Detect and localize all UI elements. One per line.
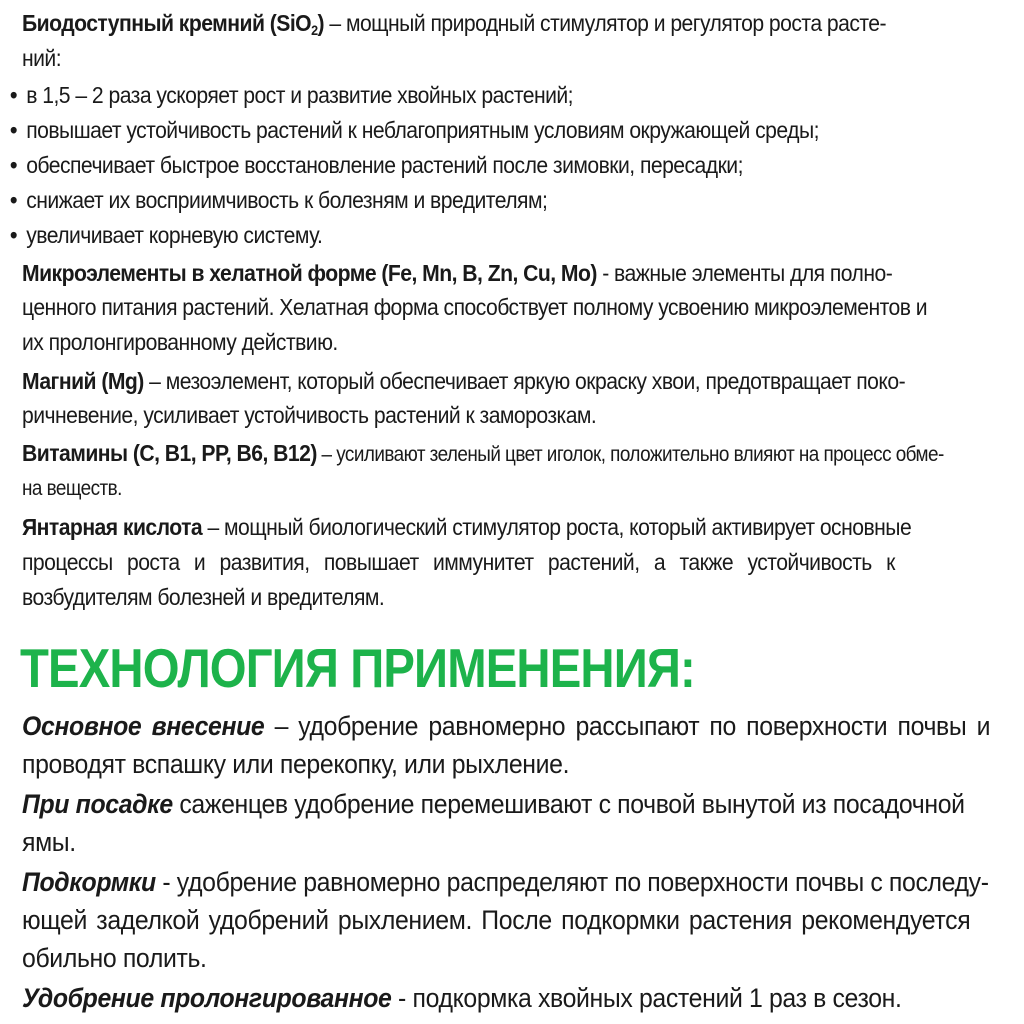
usage-planting-term: При посадке bbox=[22, 789, 173, 819]
vitamins-term: Витамины (C, B1, PP, B6, B12) bbox=[22, 440, 317, 466]
bullet-icon: • bbox=[10, 117, 17, 143]
vitamins-line-2: на веществ. bbox=[22, 477, 122, 500]
usage-feeding-line-2: ющей заделкой удобрений рыхлением. После подкормки растения рекомендуется bbox=[22, 905, 971, 935]
usage-planting-line-1: При посадке саженцев удобрение перемешивают с почвой вынутой из посадочной bbox=[22, 789, 965, 819]
usage-feeding-line-1: Подкормки - удобрение равномерно распределяют по поверхности почвы с последу- bbox=[22, 867, 989, 897]
usage-basic-line-1: Основное внесение – удобрение равномерно рассыпают по поверхности почвы и bbox=[22, 711, 991, 741]
bullet-icon: • bbox=[10, 222, 17, 248]
micro-term: Микроэлементы в хелатной форме (Fe, Mn, B, Zn, Cu, Mo) bbox=[22, 260, 597, 286]
list-item: • снижает их восприимчивость к болезням и вредителям; bbox=[10, 183, 901, 217]
succinic-line-3: возбудителям болезней и вредителям. bbox=[22, 584, 385, 610]
bullet-icon: • bbox=[10, 82, 17, 108]
usage-feeding-line-3: обильно полить. bbox=[22, 943, 207, 973]
silicon-term: Биодоступный кремний (SiO$_2$) bbox=[22, 10, 325, 38]
magnesium-term: Магний (Mg) bbox=[22, 368, 144, 394]
usage-prolonged-line-1: Удобрение пролонгированное - подкормка хвойных растений 1 раз в сезон. bbox=[22, 983, 902, 1013]
list-item: • обеспечивает быстрое восстановление растений после зимовки, пересадки; bbox=[10, 148, 901, 182]
bullet-icon: • bbox=[10, 152, 17, 178]
list-item: • повышает устойчивость растений к неблагоприятным условиям окружающей среды; bbox=[10, 113, 901, 147]
vitamins-line-1: Витамины (C, B1, PP, B6, B12) – усиливают зеленый цвет иголок, положительно влияют на процесс обме- bbox=[22, 440, 944, 466]
bullet-icon: • bbox=[10, 187, 17, 213]
magnesium-line-1: Магний (Mg) – мезоэлемент, который обеспечивает яркую окраску хвои, предотвращает поко- bbox=[22, 368, 906, 394]
usage-feeding-term: Подкормки bbox=[22, 867, 156, 897]
magnesium-line-2: ричневение, усиливает устойчивость растений к заморозкам. bbox=[22, 402, 597, 428]
silicon-line-2: ний: bbox=[22, 45, 62, 71]
usage-basic-term: Основное внесение bbox=[22, 711, 265, 741]
section-heading: ТЕХНОЛОГИЯ ПРИМЕНЕНИЯ: bbox=[20, 637, 695, 699]
usage-basic-line-2: проводят вспашку или перекопку, или рыхление. bbox=[22, 749, 570, 779]
succinic-line-2: процессы роста и развития, повышает иммунитет растений, а также устойчивость к bbox=[22, 549, 895, 575]
micro-line-2: ценного питания растений. Хелатная форма способствует полному усвоению микроэлементов и bbox=[22, 294, 928, 320]
succinic-term: Янтарная кислота bbox=[22, 514, 203, 540]
micro-line-3: их пролонгированному действию. bbox=[22, 329, 338, 355]
succinic-line-1: Янтарная кислота – мощный биологический стимулятор роста, который активирует основные bbox=[22, 514, 912, 540]
usage-prolonged-term: Удобрение пролонгированное bbox=[22, 983, 392, 1013]
list-item: • в 1,5 – 2 раза ускоряет рост и развитие хвойных растений; bbox=[10, 78, 901, 112]
usage-planting-line-2: ямы. bbox=[22, 827, 76, 857]
list-item: • увеличивает корневую систему. bbox=[10, 218, 901, 252]
silicon-line-1: Биодоступный кремний (SiO$_2$) – мощный природный стимулятор и регулятор роста расте- bbox=[22, 10, 886, 38]
micro-line-1: Микроэлементы в хелатной форме (Fe, Mn, B, Zn, Cu, Mo) - важные элементы для полно- bbox=[22, 260, 893, 286]
